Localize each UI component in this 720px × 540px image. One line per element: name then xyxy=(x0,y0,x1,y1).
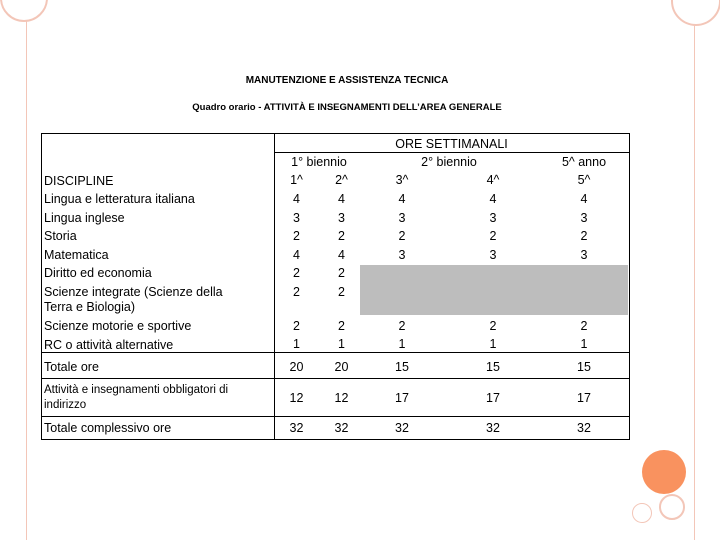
row-name: Scienze motorie e sportive xyxy=(44,319,192,333)
totale-ore-label: Totale ore xyxy=(44,360,99,374)
row-value: 2 xyxy=(338,319,345,333)
year-2: 2^ xyxy=(335,173,348,187)
totale-ore-value: 15 xyxy=(486,360,500,374)
row-value: 2 xyxy=(580,319,588,333)
row-value: 3 xyxy=(580,211,588,225)
biennio2-header: 2° biennio xyxy=(421,155,477,169)
row-name-cont: Terra e Biologia) xyxy=(44,300,136,314)
totale-complessivo-value: 32 xyxy=(486,421,500,435)
row-value: 2 xyxy=(293,266,300,280)
row-name: RC o attività alternative xyxy=(44,338,174,352)
row-value: 4 xyxy=(293,248,300,262)
indirizzo-value: 12 xyxy=(334,391,349,405)
decor-circle-orange xyxy=(642,450,686,494)
row-value: 2 xyxy=(398,319,406,333)
indirizzo-value: 17 xyxy=(486,391,500,405)
year-1: 1^ xyxy=(290,173,303,187)
year-3: 3^ xyxy=(395,173,409,187)
decor-circle-top-right xyxy=(671,0,720,26)
row-value: 2 xyxy=(398,229,406,243)
empty-cells-block xyxy=(360,265,628,315)
row-rule-totale xyxy=(42,352,629,353)
row-value: 2 xyxy=(489,229,497,243)
row-value: 3 xyxy=(398,211,406,225)
discipline-header: DISCIPLINE xyxy=(44,174,114,188)
decor-circle-tiny xyxy=(632,503,652,523)
row-name: Diritto ed economia xyxy=(44,266,152,280)
totale-ore-value: 15 xyxy=(395,360,409,374)
row-value: 4 xyxy=(293,192,300,206)
timetable xyxy=(41,133,630,440)
row-value: 1 xyxy=(338,337,345,351)
biennio1-header: 1° biennio xyxy=(291,155,347,169)
year-4: 4^ xyxy=(486,173,500,187)
row-value: 3 xyxy=(580,248,588,262)
totale-ore-value: 20 xyxy=(289,360,304,374)
row-name: Lingua inglese xyxy=(44,211,125,225)
header-rule xyxy=(274,152,629,153)
indirizzo-value: 12 xyxy=(289,391,304,405)
indirizzo-label: Attività e insegnamenti obbligatori di xyxy=(44,384,229,396)
row-value: 2 xyxy=(293,285,300,299)
row-value: 1 xyxy=(398,337,406,351)
decor-circle-top-left xyxy=(0,0,48,22)
row-rule-indirizzo xyxy=(42,378,629,379)
indirizzo-value: 17 xyxy=(577,391,591,405)
row-value: 1 xyxy=(293,337,300,351)
row-value: 2 xyxy=(338,266,345,280)
year-5: 5^ xyxy=(577,173,591,187)
indirizzo-label-cont: indirizzo xyxy=(44,399,87,411)
row-value: 2 xyxy=(489,319,497,333)
row-value: 1 xyxy=(580,337,588,351)
row-value: 3 xyxy=(293,211,300,225)
row-value: 2 xyxy=(580,229,588,243)
totale-ore-value: 20 xyxy=(334,360,349,374)
row-value: 2 xyxy=(338,229,345,243)
row-value: 1 xyxy=(489,337,497,351)
row-name: Storia xyxy=(44,229,77,243)
row-value: 4 xyxy=(338,192,345,206)
totale-complessivo-value: 32 xyxy=(289,421,304,435)
row-value: 3 xyxy=(338,211,345,225)
row-name: Matematica xyxy=(44,248,109,262)
row-name: Scienze integrate (Scienze della xyxy=(44,285,223,299)
row-value: 4 xyxy=(489,192,497,206)
totale-complessivo-value: 32 xyxy=(395,421,409,435)
row-value: 2 xyxy=(293,229,300,243)
totale-complessivo-label: Totale complessivo ore xyxy=(44,421,172,435)
ore-settimanali-header: ORE SETTIMANALI xyxy=(395,137,508,151)
row-value: 4 xyxy=(398,192,406,206)
row-value: 2 xyxy=(293,319,300,333)
row-value: 3 xyxy=(489,248,497,262)
page-subtitle: Quadro orario - ATTIVITÀ E INSEGNAMENTI DELL’AREA GENERALE xyxy=(192,102,502,113)
totale-ore-value: 15 xyxy=(577,360,591,374)
row-name: Lingua e letteratura italiana xyxy=(44,192,195,206)
right-decor-line xyxy=(694,0,695,540)
page-title: MANUTENZIONE E ASSISTENZA TECNICA xyxy=(245,75,449,86)
totale-complessivo-value: 32 xyxy=(334,421,349,435)
totale-complessivo-value: 32 xyxy=(577,421,591,435)
anno5-header: 5^ anno xyxy=(561,155,607,169)
row-value: 2 xyxy=(338,285,345,299)
decor-circle-small xyxy=(659,494,685,520)
row-value: 3 xyxy=(489,211,497,225)
row-value: 4 xyxy=(338,248,345,262)
indirizzo-value: 17 xyxy=(395,391,409,405)
row-value: 4 xyxy=(580,192,588,206)
row-value: 3 xyxy=(398,248,406,262)
row-rule-complessivo xyxy=(42,416,629,417)
